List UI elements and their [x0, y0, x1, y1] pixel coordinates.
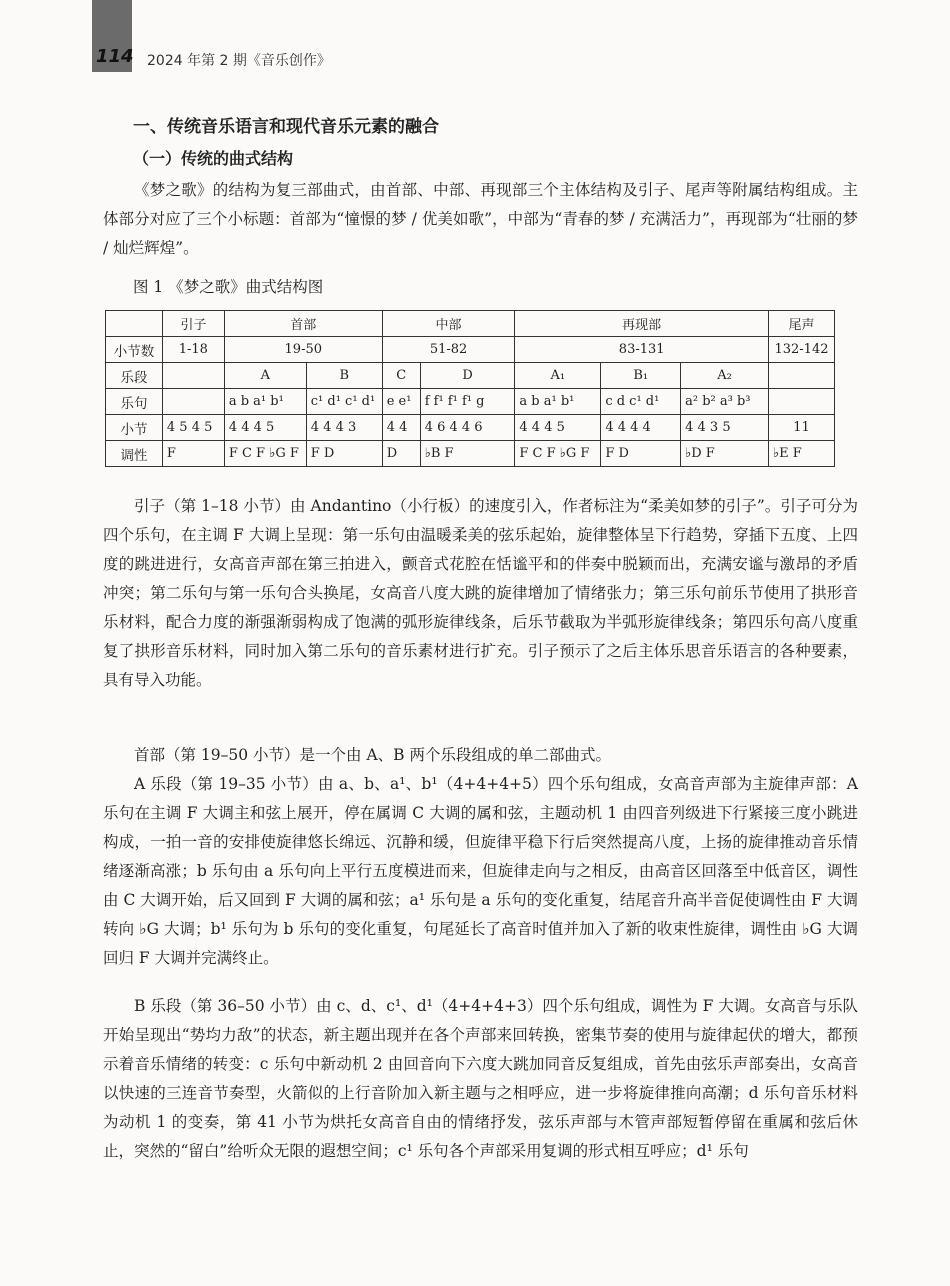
period-b1: B₁: [601, 363, 681, 389]
keys-a1: F C F ♭G F: [515, 441, 601, 467]
keys-d: ♭B F: [420, 441, 515, 467]
table-row: [106, 389, 835, 415]
table-row: [106, 415, 835, 441]
table-corner: [106, 311, 163, 337]
row-label-bars: 小节: [106, 415, 163, 441]
phrases-a: a b a¹ b¹: [224, 389, 306, 415]
period-c: C: [382, 363, 420, 389]
keys-a: F C F ♭G F: [224, 441, 306, 467]
bars-d: 4 6 4 4 6: [420, 415, 515, 441]
figure-caption: 图 1 《梦之歌》曲式结构图: [133, 278, 324, 296]
form-structure-table: [105, 310, 835, 467]
bars-a2: 4 4 3 5: [681, 415, 769, 441]
period-a1: A₁: [515, 363, 601, 389]
period-a2: A₂: [681, 363, 769, 389]
row-label-measures: 小节数: [106, 337, 163, 363]
measures-first: 19-50: [224, 337, 382, 363]
bars-coda: 11: [768, 415, 834, 441]
phrases-c: e e¹: [382, 389, 420, 415]
period-a: A: [224, 363, 306, 389]
paragraph-intro: 引子（第 1–18 小节）由 Andantino（小行板）的速度引入，作者标注为“柔美如梦的引子”。引子可分为四个乐句，在主调 F 大调上呈现：第一乐句由温暖柔美的弦乐起始，旋律整体呈下行趋势，穿插下五度、上四度的跳进进行，女高音声部在第三拍进入，颤音式花腔在恬谧平和的伴奏中脱颖而出，充满安谧与激昂的矛盾冲突；第二乐句与第一乐句合头换尾，女高音八度大跳的旋律增加了情绪张力；第三乐句前乐节使用了拱形音乐材料，配合力度的渐强渐弱构成了饱满的弧形旋律线条，后乐节截取为半弧形旋律线条；第四乐句高八度重复了拱形音乐材料，同时加入第二乐句的音乐素材进行扩充。引子预示了之后主体乐思音乐语言的各种要素，具有导入功能。: [103, 497, 858, 689]
bars-b1: 4 4 4 4: [601, 415, 681, 441]
header-intro: 引子: [162, 311, 224, 337]
bars-intro: 4 5 4 5: [162, 415, 224, 441]
measures-middle: 51-82: [382, 337, 515, 363]
subsection-title: （一）传统的曲式结构: [133, 149, 294, 168]
table-row: [106, 363, 835, 389]
table-row: [106, 441, 835, 467]
row-label-periods: 乐段: [106, 363, 163, 389]
measures-coda: 132-142: [768, 337, 834, 363]
measures-intro: 1-18: [162, 337, 224, 363]
row-label-keys: 调性: [106, 441, 163, 467]
keys-b1: F D: [601, 441, 681, 467]
measures-recap: 83-131: [515, 337, 769, 363]
paragraph-period-b: B 乐段（第 36–50 小节）由 c、d、c¹、d¹（4+4+4+3）四个乐句组成，调性为 F 大调。女高音与乐队开始呈现出“势均力敌”的状态，新主题出现并在各个声部来回转换，密集节奏的使用与旋律起伏的增大，都预示着音乐情绪的转变：c 乐句中新动机 2 由回音向下六度大跳加同音反复组成，首先由弦乐声部奏出，女高音以快速的三连音节奏型，火箭似的上行音阶加入新主题与之相呼应，进一步将旋律推向高潮；d 乐句音乐材料为动机 1 的变奏，第 41 小节为烘托女高音自由的情绪抒发，弦乐声部与木管声部短暂停留在重属和弦后休止，突然的“留白”给听众无限的遐想空间；c¹ 乐句各个声部采用复调的形式相互呼应；d¹ 乐句: [103, 997, 858, 1160]
header-recap-section: 再现部: [515, 311, 769, 337]
phrases-b1: c d c¹ d¹: [601, 389, 681, 415]
period-b: B: [306, 363, 382, 389]
keys-b: F D: [306, 441, 382, 467]
phrases-a2: a² b² a³ b³: [681, 389, 769, 415]
keys-c: D: [382, 441, 420, 467]
keys-coda: ♭E F: [768, 441, 834, 467]
table-row: [106, 311, 835, 337]
bars-c: 4 4: [382, 415, 420, 441]
table-row: [106, 337, 835, 363]
keys-a2: ♭D F: [681, 441, 769, 467]
keys-intro: F: [162, 441, 224, 467]
bars-b: 4 4 4 3: [306, 415, 382, 441]
header-first-section: 首部: [224, 311, 382, 337]
section-title: 一、传统音乐语言和现代音乐元素的融合: [133, 117, 439, 137]
header-middle-section: 中部: [382, 311, 515, 337]
bars-a1: 4 4 4 5: [515, 415, 601, 441]
row-label-phrases: 乐句: [106, 389, 163, 415]
page-number: 114: [96, 46, 134, 67]
journal-issue: 2024 年第 2 期《音乐创作》: [147, 53, 331, 69]
phrases-b: c¹ d¹ c¹ d¹: [306, 389, 382, 415]
header-coda: 尾声: [768, 311, 834, 337]
paragraph-first-section: 首部（第 19–50 小节）是一个由 A、B 两个乐段组成的单二部曲式。: [134, 746, 611, 764]
bars-a: 4 4 4 5: [224, 415, 306, 441]
paragraph-period-a: A 乐段（第 19–35 小节）由 a、b、a¹、b¹（4+4+4+5）四个乐句组成，女高音声部为主旋律声部：A 乐句在主调 F 大调主和弦上展开，停在属调 C 大调的属和弦，主题动机 1 由四音列级进下行紧接三度小跳进构成，一拍一音的安排使旋律悠长绵远、沉静和缓，但旋律平稳下行后突然提高八度，上扬的旋律推动音乐情绪逐渐高涨；b 乐句由 a 乐句向上平行五度模进而来，但旋律走向与之相反，由高音区回落至中低音区，调性由 C 大调开始，后又回到 F 大调的属和弦；a¹ 乐句是 a 乐句的变化重复，结尾音升高半音促使调性由 F 大调转向 ♭G 大调；b¹ 乐句为 b 乐句的变化重复，句尾延长了高音时值并加入了新的收束性旋律，调性由 ♭G 大调回归 F 大调并完满终止。: [103, 775, 858, 967]
period-d: D: [420, 363, 515, 389]
paragraph-structure: 《梦之歌》的结构为复三部曲式，由首部、中部、再现部三个主体结构及引子、尾声等附属结构组成。主体部分对应了三个小标题：首部为“憧憬的梦 / 优美如歌”，中部为“青春的梦 / 充满活力”，再现部为“壮丽的梦 / 灿烂辉煌”。: [103, 181, 858, 257]
phrases-a1: a b a¹ b¹: [515, 389, 601, 415]
phrases-d: f f¹ f¹ f¹ g: [420, 389, 515, 415]
